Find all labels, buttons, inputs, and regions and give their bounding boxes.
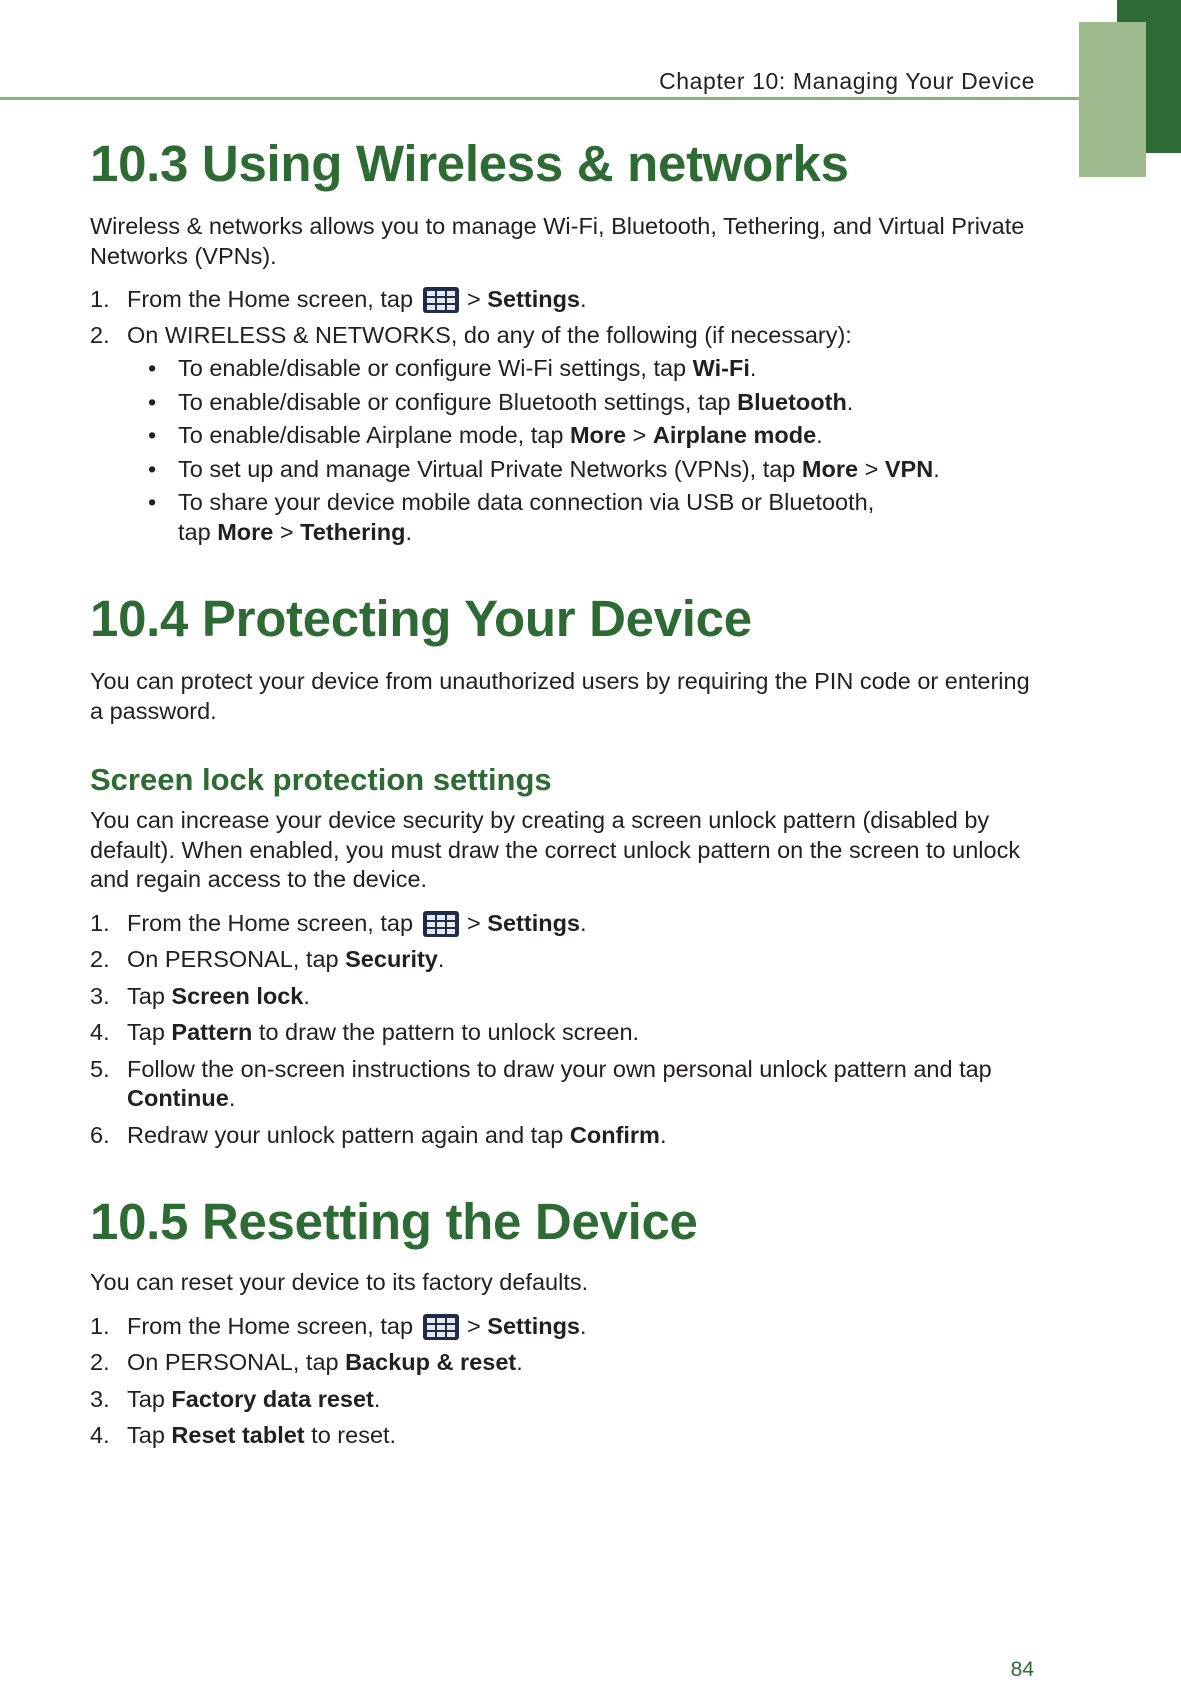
step-gt: > xyxy=(467,909,481,936)
step-bold: Screen lock xyxy=(171,982,304,1009)
apps-grid-icon xyxy=(423,911,459,937)
reset-steps xyxy=(90,1312,1040,1451)
step-number: 3. xyxy=(90,982,110,1009)
step-bold: Pattern xyxy=(171,1019,253,1045)
step-text: On PERSONAL, tap xyxy=(127,1349,346,1375)
step-end: . xyxy=(437,946,445,972)
list-item xyxy=(90,1121,1040,1151)
step-text: On PERSONAL, tap xyxy=(127,946,346,972)
step-gt: > xyxy=(467,1312,481,1339)
step-end: to reset. xyxy=(304,1422,397,1448)
step-text: Tap xyxy=(127,1019,172,1045)
bullet-bold: More xyxy=(569,422,627,448)
step-bold: Continue xyxy=(127,1085,229,1111)
step-text: On WIRELESS & NETWORKS, do any of the following (if necessary): xyxy=(127,321,852,348)
bullet-end: . xyxy=(816,422,823,448)
step-bold: Security xyxy=(345,946,438,972)
step-text: From the Home screen, tap xyxy=(127,909,414,936)
list-item xyxy=(90,388,1040,418)
step-text: Redraw your unlock pattern again and tap xyxy=(127,1121,570,1148)
step-end: . xyxy=(580,909,587,936)
bullet-text: To enable/disable Airplane mode, tap xyxy=(178,422,570,448)
list-item xyxy=(90,1018,1040,1048)
bullet-bold: Tethering xyxy=(300,518,406,545)
chapter-header: Chapter 10: Managing Your Device xyxy=(659,68,1035,94)
list-item xyxy=(90,421,1040,451)
step-end: . xyxy=(373,1385,381,1412)
step-end: . xyxy=(228,1085,236,1111)
step-end: . xyxy=(303,982,310,1009)
bullet-end: . xyxy=(846,388,854,415)
list-item xyxy=(90,1385,1040,1415)
step-text: Follow the on-screen instructions to draw your own personal unlock pattern and tap xyxy=(127,1055,992,1082)
step-bold: Confirm xyxy=(569,1121,660,1148)
step-number: 1. xyxy=(90,1312,110,1339)
bullet-end: . xyxy=(933,455,940,482)
step-number: 4. xyxy=(90,1019,110,1045)
list-item xyxy=(90,354,1040,384)
step-gt: > xyxy=(467,286,481,312)
wireless-options xyxy=(90,354,1040,547)
step-number: 2. xyxy=(90,946,110,972)
wireless-steps xyxy=(90,285,1040,350)
protecting-intro: You can protect your device from unauthorized users by requiring the PIN code or entering a password. xyxy=(90,668,1030,724)
bullet-bold: More xyxy=(217,518,274,545)
bullet-text: To enable/disable or configure Bluetooth settings, tap xyxy=(178,388,738,415)
screen-lock-intro: You can increase your device security by creating a screen unlock pattern (disabled by default). When enabled, you must draw the correct unlock pattern on the screen to unlock and regain access to the device. xyxy=(90,807,1021,892)
step-end: . xyxy=(580,1312,587,1339)
step-number: 4. xyxy=(90,1422,110,1448)
bullet-text: To share your device mobile data connection via USB or Bluetooth, xyxy=(178,489,875,515)
chapter-tab-light xyxy=(1079,22,1146,177)
list-item xyxy=(90,945,1040,975)
step-bold: Reset tablet xyxy=(171,1422,305,1448)
step-bold: Settings xyxy=(487,286,581,312)
list-item xyxy=(90,285,1040,315)
step-number: 2. xyxy=(90,321,110,348)
step-text: Tap xyxy=(127,1422,172,1448)
step-bold: Backup & reset xyxy=(345,1349,517,1375)
page-number: 84 xyxy=(1010,1658,1034,1681)
list-item xyxy=(90,455,1040,485)
step-end: to draw the pattern to unlock screen. xyxy=(252,1019,640,1045)
bullet-bold: Bluetooth xyxy=(737,388,847,415)
step-number: 5. xyxy=(90,1055,110,1082)
list-item xyxy=(90,982,1040,1012)
bullet-sep: > xyxy=(858,455,885,482)
step-number: 3. xyxy=(90,1385,110,1412)
bullet-bold: Airplane mode xyxy=(652,422,817,448)
step-text: From the Home screen, tap xyxy=(127,1312,414,1339)
screen-lock-steps xyxy=(90,909,1040,1151)
step-end: . xyxy=(580,286,587,312)
step-end: . xyxy=(659,1121,667,1148)
step-text: Tap xyxy=(127,1385,172,1412)
bullet-text: tap xyxy=(178,518,218,545)
wireless-intro: Wireless & networks allows you to manage Wi-Fi, Bluetooth, Tethering, and Virtual Private Networks (VPNs). xyxy=(90,213,1025,269)
page-content xyxy=(90,130,1040,1451)
subsection-title-screen-lock: Screen lock protection settings xyxy=(90,762,552,797)
list-item xyxy=(90,321,1040,351)
section-title-wireless: 10.3 Using Wireless & networks xyxy=(90,135,849,192)
list-item xyxy=(90,488,1040,547)
list-item xyxy=(90,1421,1040,1451)
step-number: 1. xyxy=(90,909,110,936)
bullet-end: . xyxy=(405,518,413,545)
apps-grid-icon xyxy=(423,1314,459,1340)
step-bold: Settings xyxy=(487,909,581,936)
list-item xyxy=(90,1312,1040,1342)
step-end: . xyxy=(516,1349,523,1375)
section-title-protecting: 10.4 Protecting Your Device xyxy=(90,590,752,647)
section-title-resetting: 10.5 Resetting the Device xyxy=(90,1193,698,1250)
header-rule xyxy=(0,97,1079,100)
list-item xyxy=(90,909,1040,939)
step-number: 1. xyxy=(90,286,110,312)
apps-grid-icon xyxy=(423,287,459,313)
resetting-intro: You can reset your device to its factory defaults. xyxy=(90,1269,589,1295)
step-number: 2. xyxy=(90,1349,110,1375)
bullet-bold: Wi-Fi xyxy=(692,355,750,381)
step-number: 6. xyxy=(90,1121,110,1148)
list-item xyxy=(90,1348,1040,1378)
bullet-text: To set up and manage Virtual Private Networks (VPNs), tap xyxy=(178,455,802,482)
bullet-end: . xyxy=(749,355,757,381)
step-bold: Factory data reset xyxy=(171,1385,374,1412)
step-text: From the Home screen, tap xyxy=(127,286,414,312)
step-bold: Settings xyxy=(487,1312,581,1339)
bullet-bold: VPN xyxy=(884,455,934,482)
step-text: Tap xyxy=(127,982,172,1009)
list-item xyxy=(90,1055,1040,1114)
bullet-bold: More xyxy=(801,455,859,482)
bullet-sep: > xyxy=(626,422,653,448)
bullet-sep: > xyxy=(273,518,301,545)
bullet-text: To enable/disable or configure Wi-Fi settings, tap xyxy=(178,355,693,381)
